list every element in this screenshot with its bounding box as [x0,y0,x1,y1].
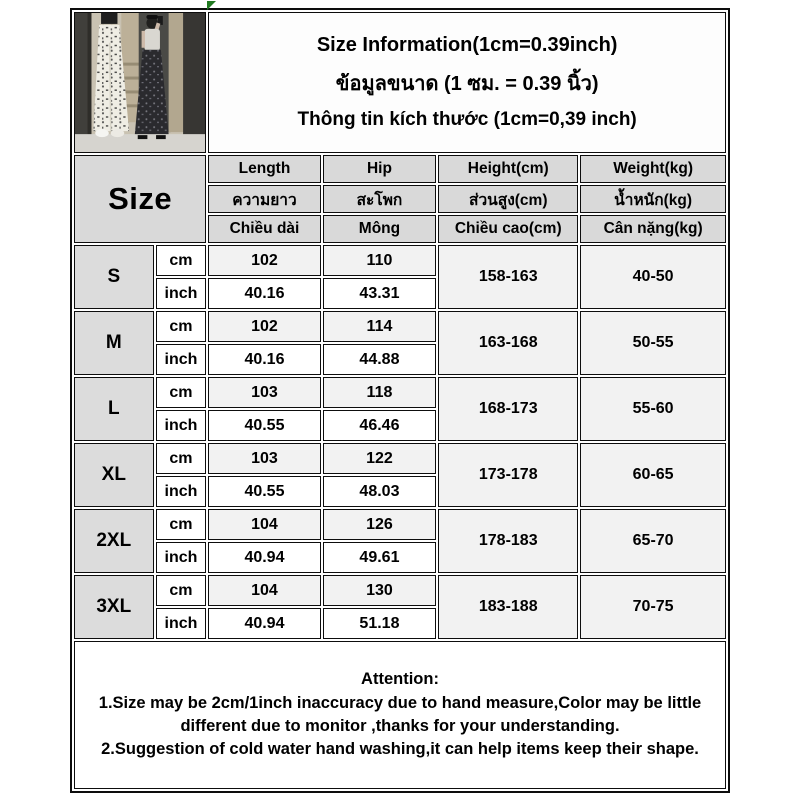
size-label-2xl: 2XL [74,509,154,573]
col-header-height-en: Height(cm) [438,155,578,183]
unit-cm-m: cm [156,311,207,342]
unit-inch-3xl: inch [156,608,207,639]
cell-m-height: 163-168 [438,311,578,375]
cell-l-hip-cm: 118 [323,377,437,408]
col-header-length-vi: Chiều dài [208,215,320,243]
cell-3xl-length-inch: 40.94 [208,608,320,639]
cell-s-length-cm: 102 [208,245,320,276]
unit-cm-s: cm [156,245,207,276]
cell-3xl-weight: 70-75 [580,575,726,639]
corner-header-size: Size [74,155,206,243]
title-cell [208,12,726,153]
col-header-hip-en: Hip [323,155,437,183]
title-english: Size Information(1cm=0.39inch) [316,34,618,56]
col-header-weight-en: Weight(kg) [580,155,726,183]
cell-3xl-height: 183-188 [438,575,578,639]
cell-xl-weight: 60-65 [580,443,726,507]
size-label-l: L [74,377,154,441]
size-label-s: S [74,245,154,309]
col-header-weight-vi: Cân nặng(kg) [580,215,726,243]
cell-s-weight: 40-50 [580,245,726,309]
title-vietnamese: Thông tin kích thước (1cm=0,39 inch) [297,109,637,130]
cell-s-height: 158-163 [438,245,578,309]
cell-xl-length-inch: 40.55 [208,476,320,507]
cell-2xl-hip-inch: 49.61 [323,542,437,573]
unit-inch-l: inch [156,410,207,441]
product-photo-cell [74,12,206,153]
attention-heading: Attention: [361,670,439,689]
size-chart-sheet [70,8,730,793]
cell-m-length-inch: 40.16 [208,344,320,375]
size-label-3xl: 3XL [74,575,154,639]
cell-xl-hip-cm: 122 [323,443,437,474]
attention-note [74,641,726,789]
attention-line-1: 1.Size may be 2cm/1inch inaccuracy due to hand measure,Color may be little different due to monitor ,thanks for your understanding. [98,693,702,735]
size-label-m: M [74,311,154,375]
green-triangle-marker-icon [207,1,216,10]
unit-inch-xl: inch [156,476,207,507]
col-header-hip-vi: Mông [323,215,437,243]
unit-cm-3xl: cm [156,575,207,606]
cell-m-hip-cm: 114 [323,311,437,342]
col-header-height-th: ส่วนสูง(cm) [438,185,578,213]
unit-inch-m: inch [156,344,207,375]
unit-inch-2xl: inch [156,542,207,573]
cell-xl-length-cm: 103 [208,443,320,474]
cell-l-length-cm: 103 [208,377,320,408]
attention-line-2: 2.Suggestion of cold water hand washing,it can help items keep their shape. [101,740,699,759]
cell-s-length-inch: 40.16 [208,278,320,309]
cell-m-weight: 50-55 [580,311,726,375]
unit-cm-xl: cm [156,443,207,474]
col-header-length-th: ความยาว [208,185,320,213]
cell-2xl-hip-cm: 126 [323,509,437,540]
size-chart-table [72,10,728,791]
col-header-weight-th: น้ำหนัก(kg) [580,185,726,213]
unit-cm-l: cm [156,377,207,408]
col-header-height-vi: Chiều cao(cm) [438,215,578,243]
cell-m-length-cm: 102 [208,311,320,342]
unit-inch-s: inch [156,278,207,309]
cell-3xl-hip-inch: 51.18 [323,608,437,639]
product-photo [75,13,205,152]
cell-xl-height: 173-178 [438,443,578,507]
cell-2xl-length-inch: 40.94 [208,542,320,573]
cell-s-hip-cm: 110 [323,245,437,276]
cell-2xl-weight: 65-70 [580,509,726,573]
cell-m-hip-inch: 44.88 [323,344,437,375]
size-label-xl: XL [74,443,154,507]
cell-l-weight: 55-60 [580,377,726,441]
col-header-length-en: Length [208,155,320,183]
cell-l-hip-inch: 46.46 [323,410,437,441]
cell-xl-hip-inch: 48.03 [323,476,437,507]
cell-2xl-length-cm: 104 [208,509,320,540]
unit-cm-2xl: cm [156,509,207,540]
title-thai: ข้อมูลขนาด (1 ซม. = 0.39 นิ้ว) [335,73,599,95]
cell-2xl-height: 178-183 [438,509,578,573]
cell-l-height: 168-173 [438,377,578,441]
cell-l-length-inch: 40.55 [208,410,320,441]
col-header-hip-th: สะโพก [323,185,437,213]
cell-3xl-length-cm: 104 [208,575,320,606]
cell-s-hip-inch: 43.31 [323,278,437,309]
cell-3xl-hip-cm: 130 [323,575,437,606]
